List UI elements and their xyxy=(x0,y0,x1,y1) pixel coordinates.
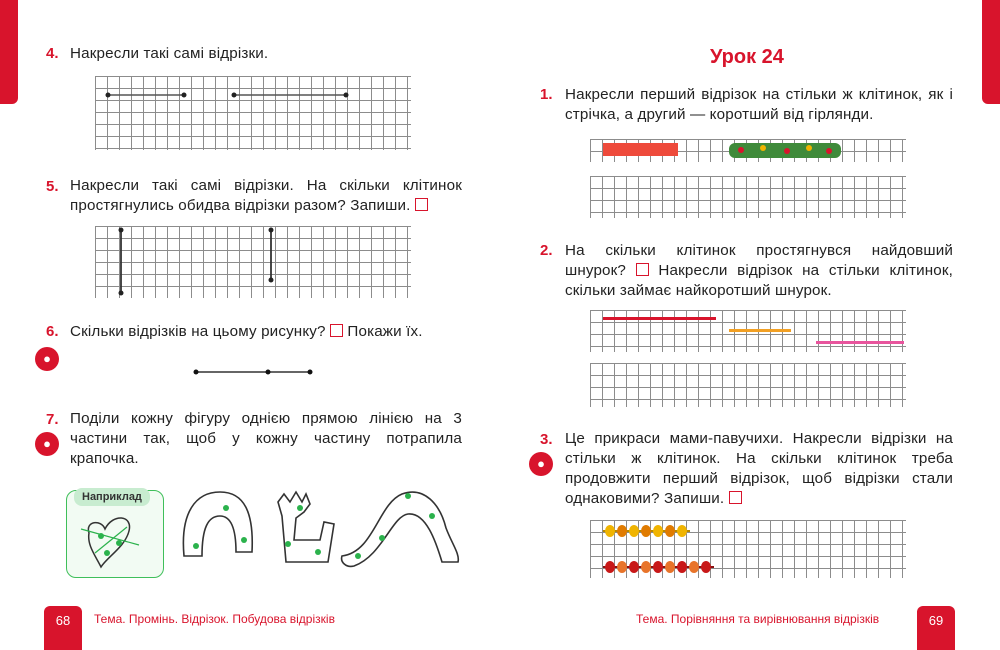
task-4-text: Накресли такі самі відрізки. xyxy=(70,45,269,62)
page-edge-tab-left xyxy=(0,0,18,104)
task-6-drawing xyxy=(190,365,316,379)
page-number-right: 69 xyxy=(917,606,955,650)
task-5-segments xyxy=(95,226,411,298)
task-r2-instruction: Накресли відрізок на стільки клітинок, скільки займає найкоротший шнурок. xyxy=(565,262,953,299)
task-4-number: 4. xyxy=(46,45,59,62)
task-4-grid[interactable] xyxy=(95,76,411,150)
task-5-text xyxy=(70,176,462,216)
task-r1-text: Накресли перший відрізок на стільки ж клітинок, як і стрічка, а другий — коротший від гірлянди. xyxy=(565,86,953,123)
page-edge-tab-right xyxy=(982,0,1000,104)
task-r1-grid-top[interactable] xyxy=(590,139,906,162)
answer-box-icon[interactable] xyxy=(636,263,649,276)
task-7-number: 7. xyxy=(46,411,59,428)
ribbon xyxy=(603,143,678,156)
task-7-text: Поділи кожну фігуру однією прямою лінією на 3 частини так, щоб у кожну частину потрапила крапочка. xyxy=(70,410,462,467)
task-r1-grid-bottom[interactable] xyxy=(590,176,906,218)
task-r3-text-content: Це прикраси мами-павучихи. Накресли відрізки на стільки ж клітинок. На скільки клітинок треба продовжити перший відрізок, щоб відрізки стали однаковими? Запиши. xyxy=(565,430,953,507)
task-r2-number: 2. xyxy=(540,242,553,259)
cord-pink xyxy=(816,341,904,344)
task-r1-number: 1. xyxy=(540,86,553,103)
task-r3-number: 3. xyxy=(540,431,553,448)
footer-topic-left: Тема. Промінь. Відрізок. Побудова відрізків xyxy=(94,612,335,626)
task-5-text-content: Накресли такі самі відрізки. На скільки клітинок простягнулись обидва відрізки разом? Запиши. xyxy=(70,177,462,214)
lightbulb-icon: ● xyxy=(529,452,553,476)
task-5-number: 5. xyxy=(46,178,59,195)
beads xyxy=(590,520,906,578)
garland xyxy=(729,139,841,162)
footer-topic-right: Тема. Порівняння та вирівнювання відрізків xyxy=(636,612,880,626)
task-6-text xyxy=(70,322,470,342)
task-r2-question: На скільки клітинок простягнувся найдовший шнурок? xyxy=(565,242,953,279)
lightbulb-icon: ● xyxy=(35,432,59,456)
page-number-left: 68 xyxy=(44,606,82,650)
task-r3-grid[interactable] xyxy=(590,520,906,578)
lesson-title: Урок 24 xyxy=(710,46,784,68)
task-7-figures[interactable] xyxy=(178,482,468,574)
task-r3-text xyxy=(565,429,953,509)
task-6-question: Скільки відрізків на цьому рисунку? xyxy=(70,323,326,340)
answer-box-icon[interactable] xyxy=(415,198,428,211)
task-r2-text xyxy=(565,241,953,301)
answer-box-icon[interactable] xyxy=(330,324,343,337)
task-r2-grid-bottom[interactable] xyxy=(590,363,906,407)
task-6-instruction: Покажи їх. xyxy=(347,323,423,340)
answer-box-icon[interactable] xyxy=(729,491,742,504)
task-r2-grid-top[interactable] xyxy=(590,310,906,352)
task-5-grid[interactable] xyxy=(95,226,411,298)
lightbulb-icon: ● xyxy=(35,347,59,371)
task-6-number: 6. xyxy=(46,323,59,340)
task-4-segments xyxy=(95,76,411,150)
cord-orange xyxy=(729,329,791,332)
example-label: Наприклад xyxy=(74,488,150,506)
cord-red xyxy=(603,317,716,320)
